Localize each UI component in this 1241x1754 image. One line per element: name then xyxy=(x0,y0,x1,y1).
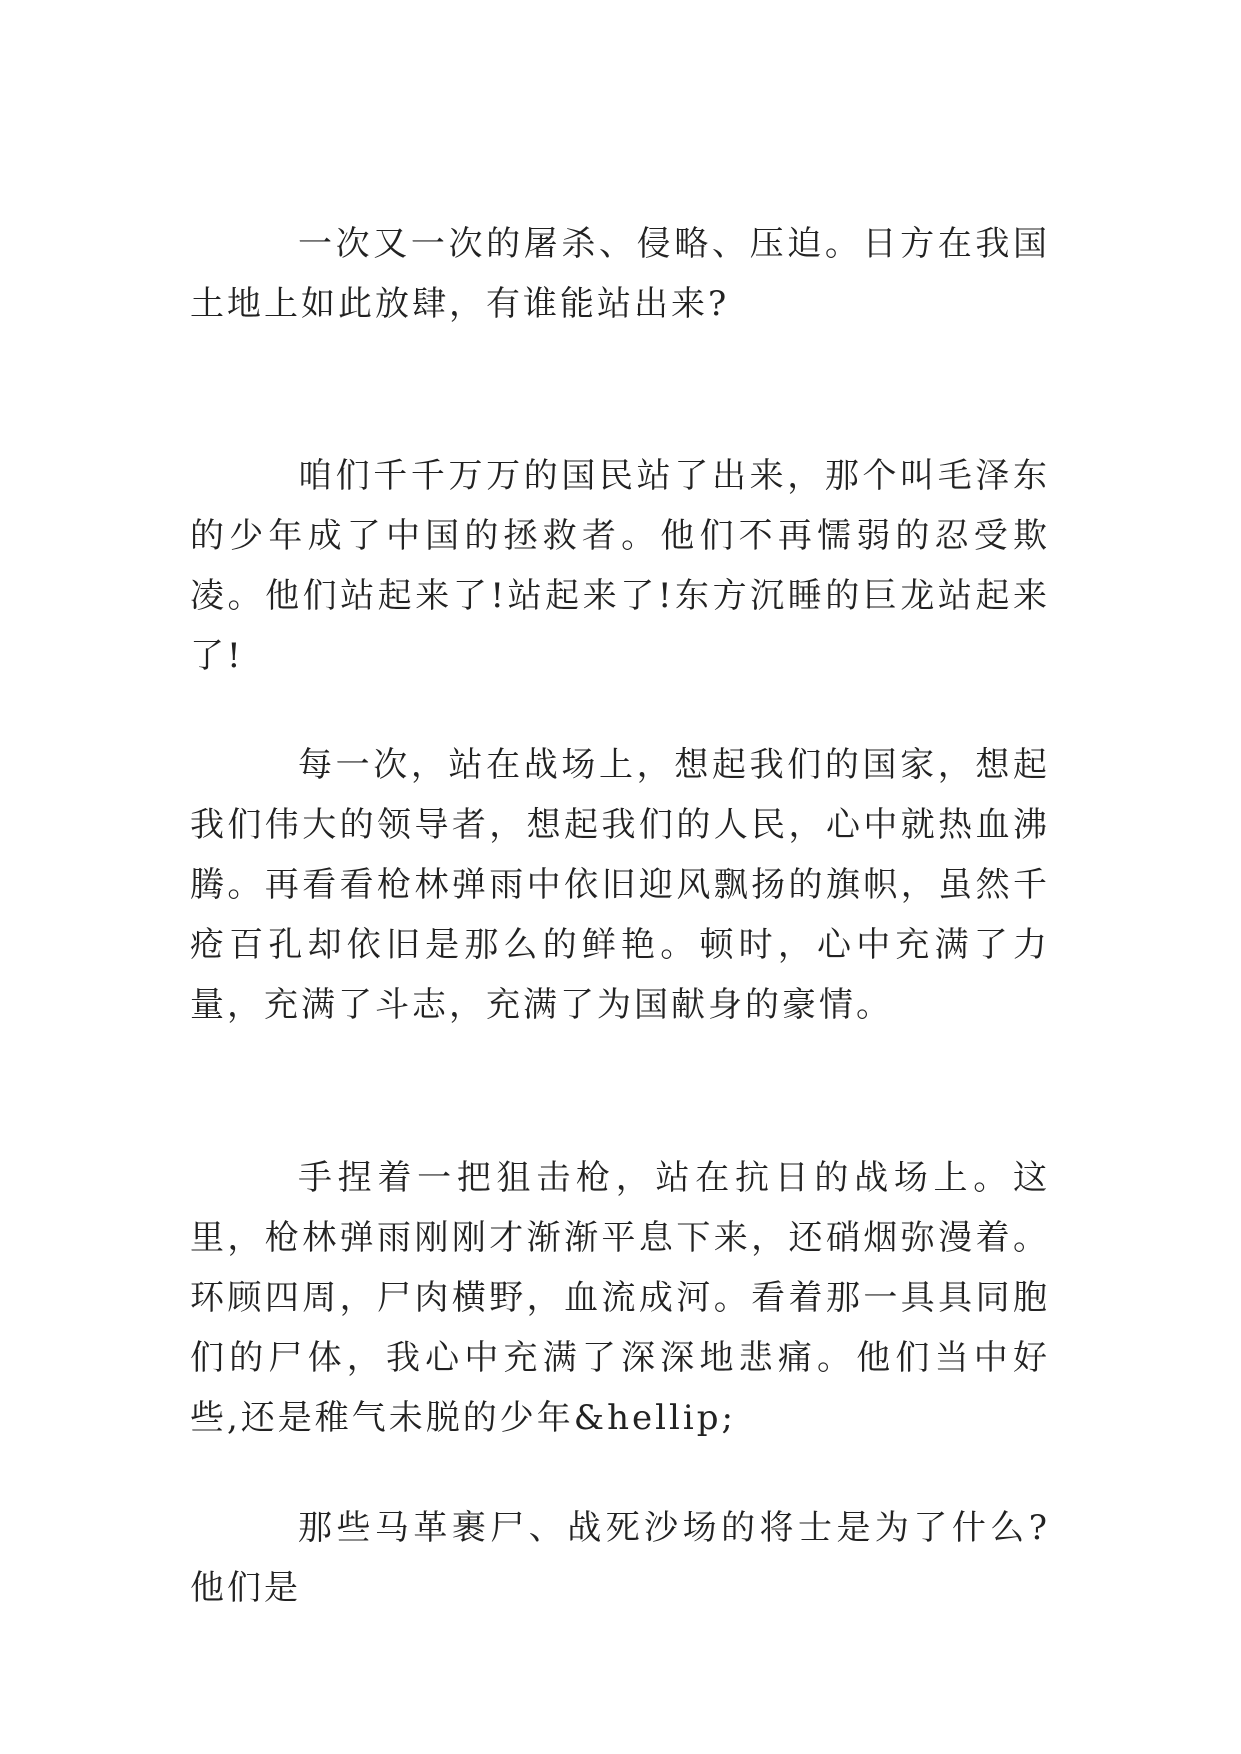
paragraph-3: 每一次，站在战场上，想起我们的国家，想起我们伟大的领导者，想起我们的人民，心中就热血沸腾。再看看枪林弹雨中依旧迎风飘扬的旗帜，虽然千疮百孔却依旧是那么的鲜艳。顿时，心中充满了力量，充满了斗志，充满了为国献身的豪情。 xyxy=(190,745,1050,1025)
paragraph-4: 手捏着一把狙击枪，站在抗日的战场上。这里，枪林弹雨刚刚才渐渐平息下来，还硝烟弥漫着。环顾四周，尸肉横野，血流成河。看着那一具具同胞们的尸体，我心中充满了深深地悲痛。他们当中好些,还是稚气未脱的少年&hellip; xyxy=(190,1158,1050,1438)
paragraph-5: 那些马革裹尸、战死沙场的将士是为了什么?他们是 xyxy=(190,1508,1050,1608)
paragraph-1: 一次又一次的屠杀、侵略、压迫。日方在我国土地上如此放肆，有谁能站出来? xyxy=(190,224,1050,324)
paragraph-2: 咱们千千万万的国民站了出来，那个叫毛泽东的少年成了中国的拯救者。他们不再懦弱的忍受欺凌。他们站起来了!站起来了!东方沉睡的巨龙站起来了! xyxy=(190,456,1050,676)
